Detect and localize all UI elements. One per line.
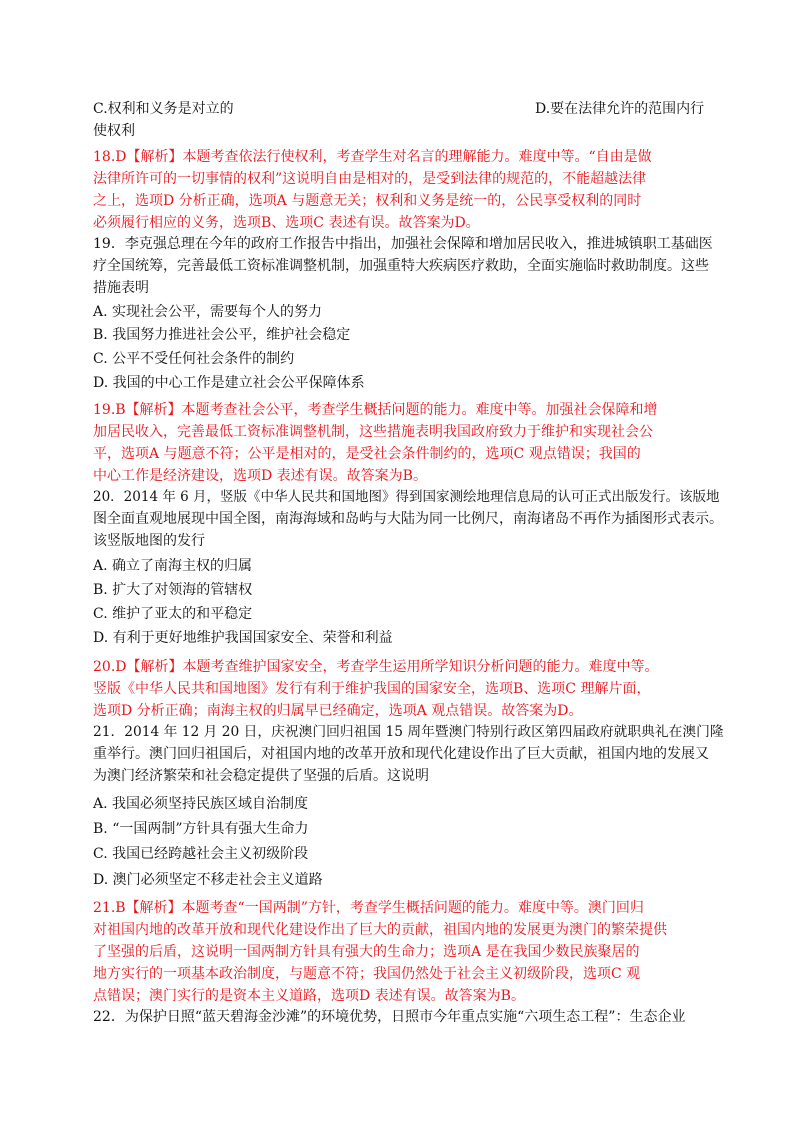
answer-18-line: 18.D【解析】本题考查依法行使权利，考查学生对名言的理解能力。难度中等。“自由是做 (93, 149, 652, 165)
question-20-stem: 图全面直观地展现中国全图，南海海域和岛屿与大陆为同一比例尺，南海诸岛不再作为插图形式表示。 (93, 511, 723, 527)
answer-18-line: 之上，选项D 分析正确，选项A 与题意无关；权利和义务是统一的，公民享受权利的同时 (93, 193, 642, 209)
question-19-stem: 措施表明 (93, 280, 149, 296)
question-20-option-a: A. 确立了南海主权的归属 (93, 558, 253, 574)
question-20-stem: 20．2014 年 6 月，竖版《中华人民共和国地图》得到国家测绘地理信息局的认可正式出版发行。该版地 (93, 489, 720, 505)
question-19-option-a: A. 实现社会公平，需要每个人的努力 (93, 304, 323, 320)
question-19-stem: 疗全国统筹，完善最低工资标准调整机制，加强重特大疾病医疗救助，全面实施临时救助制度。这些 (93, 258, 709, 274)
question-21-stem: 为澳门经济繁荣和社会稳定提供了坚强的后盾。这说明 (93, 768, 429, 784)
question-19-stem: 19．李克强总理在今年的政府工作报告中指出，加强社会保障和增加居民收入，推进城镇职工基础医 (93, 236, 713, 252)
q18-option-d: D.要在法律允许的范围内行 (535, 101, 705, 117)
question-22-stem: 22．为保护日照“蓝天碧海金沙滩”的环境优势，日照市今年重点实施“六项生态工程”：生态企业 (93, 1009, 686, 1025)
question-20-option-c: C. 维护了亚太的和平稳定 (93, 606, 253, 622)
answer-19-line: 平，选项A 与题意不符；公平是相对的，是受社会条件制约的，选项C 观点错误；我国的 (93, 446, 641, 462)
answer-21-line: 点错误；澳门实行的是资本主义道路，选项D 表述有误。故答案为B。 (93, 988, 525, 1004)
answer-19-line: 19.B【解析】本题考查社会公平，考查学生概括问题的能力。难度中等。加强社会保障和增 (93, 402, 658, 418)
q18-options-row (93, 98, 713, 120)
question-21-stem: 重举行。澳门回归祖国后，对祖国内地的改革开放和现代化建设作出了巨大贡献，祖国内地的发展又 (93, 746, 709, 762)
question-20-option-d: D. 有利于更好地维护我国国家安全、荣誉和利益 (93, 630, 393, 646)
question-20-stem: 该竖版地图的发行 (93, 533, 205, 549)
q18-option-c: C.权利和义务是对立的 (93, 101, 234, 117)
answer-18-line: 法律所许可的一切事情的权利”这说明自由是相对的，是受到法律的规范的，不能超越法律 (93, 171, 647, 187)
answer-19-line: 加居民收入，完善最低工资标准调整机制，这些措施表明我国政府致力于维护和实现社会公 (93, 424, 653, 440)
question-21-option-d: D. 澳门必须坚定不移走社会主义道路 (93, 872, 323, 888)
question-19-option-d: D. 我国的中心工作是建立社会公平保障体系 (93, 375, 365, 391)
answer-21-line: 地方实行的一项基本政治制度，与题意不符；我国仍然处于社会主义初级阶段，选项C 观 (93, 966, 641, 982)
question-21-stem: 21．2014 年 12 月 20 日，庆祝澳门回归祖国 15 周年暨澳门特别行政区第四届政府就职典礼在澳门隆 (93, 724, 724, 740)
answer-20-line: 选项D 分析正确；南海主权的归属早已经确定，选项A 观点错误。故答案为D。 (93, 703, 583, 719)
question-21-option-c: C. 我国已经跨越社会主义初级阶段 (93, 846, 309, 862)
question-21-option-b: B. “一国两制”方针具有强大生命力 (93, 821, 309, 837)
question-21-option-a: A. 我国必须坚持民族区域自治制度 (93, 796, 309, 812)
answer-21-line: 21.B【解析】本题考查“一国两制”方针，考查学生概括问题的能力。难度中等。澳门回归 (93, 900, 644, 916)
question-20-option-b: B. 扩大了对领海的管辖权 (93, 582, 253, 598)
answer-20-line: 竖版《中华人民共和国地图》发行有利于维护我国的国家安全，选项B、选项C 理解片面， (93, 681, 651, 697)
answer-20-line: 20.D【解析】本题考查维护国家安全，考查学生运用所学知识分析问题的能力。难度中等。 (93, 659, 659, 675)
answer-19-line: 中心工作是经济建设，选项D 表述有误。故答案为B。 (93, 468, 427, 484)
answer-21-line: 对祖国内地的改革开放和现代化建设作出了巨大的贡献，祖国内地的发展更为澳门的繁荣提供 (93, 922, 667, 938)
answer-21-line: 了坚强的后盾，这说明一国两制方针具有强大的生命力；选项A 是在我国少数民族聚居的 (93, 944, 640, 960)
question-19-option-b: B. 我国努力推进社会公平，维护社会稳定 (93, 327, 351, 343)
q18-option-d-continued: 使权利 (93, 123, 135, 139)
answer-18-line: 必须履行相应的义务，选项B、选项C 表述有误。故答案为D。 (93, 215, 480, 231)
question-19-option-c: C. 公平不受任何社会条件的制约 (93, 351, 295, 367)
